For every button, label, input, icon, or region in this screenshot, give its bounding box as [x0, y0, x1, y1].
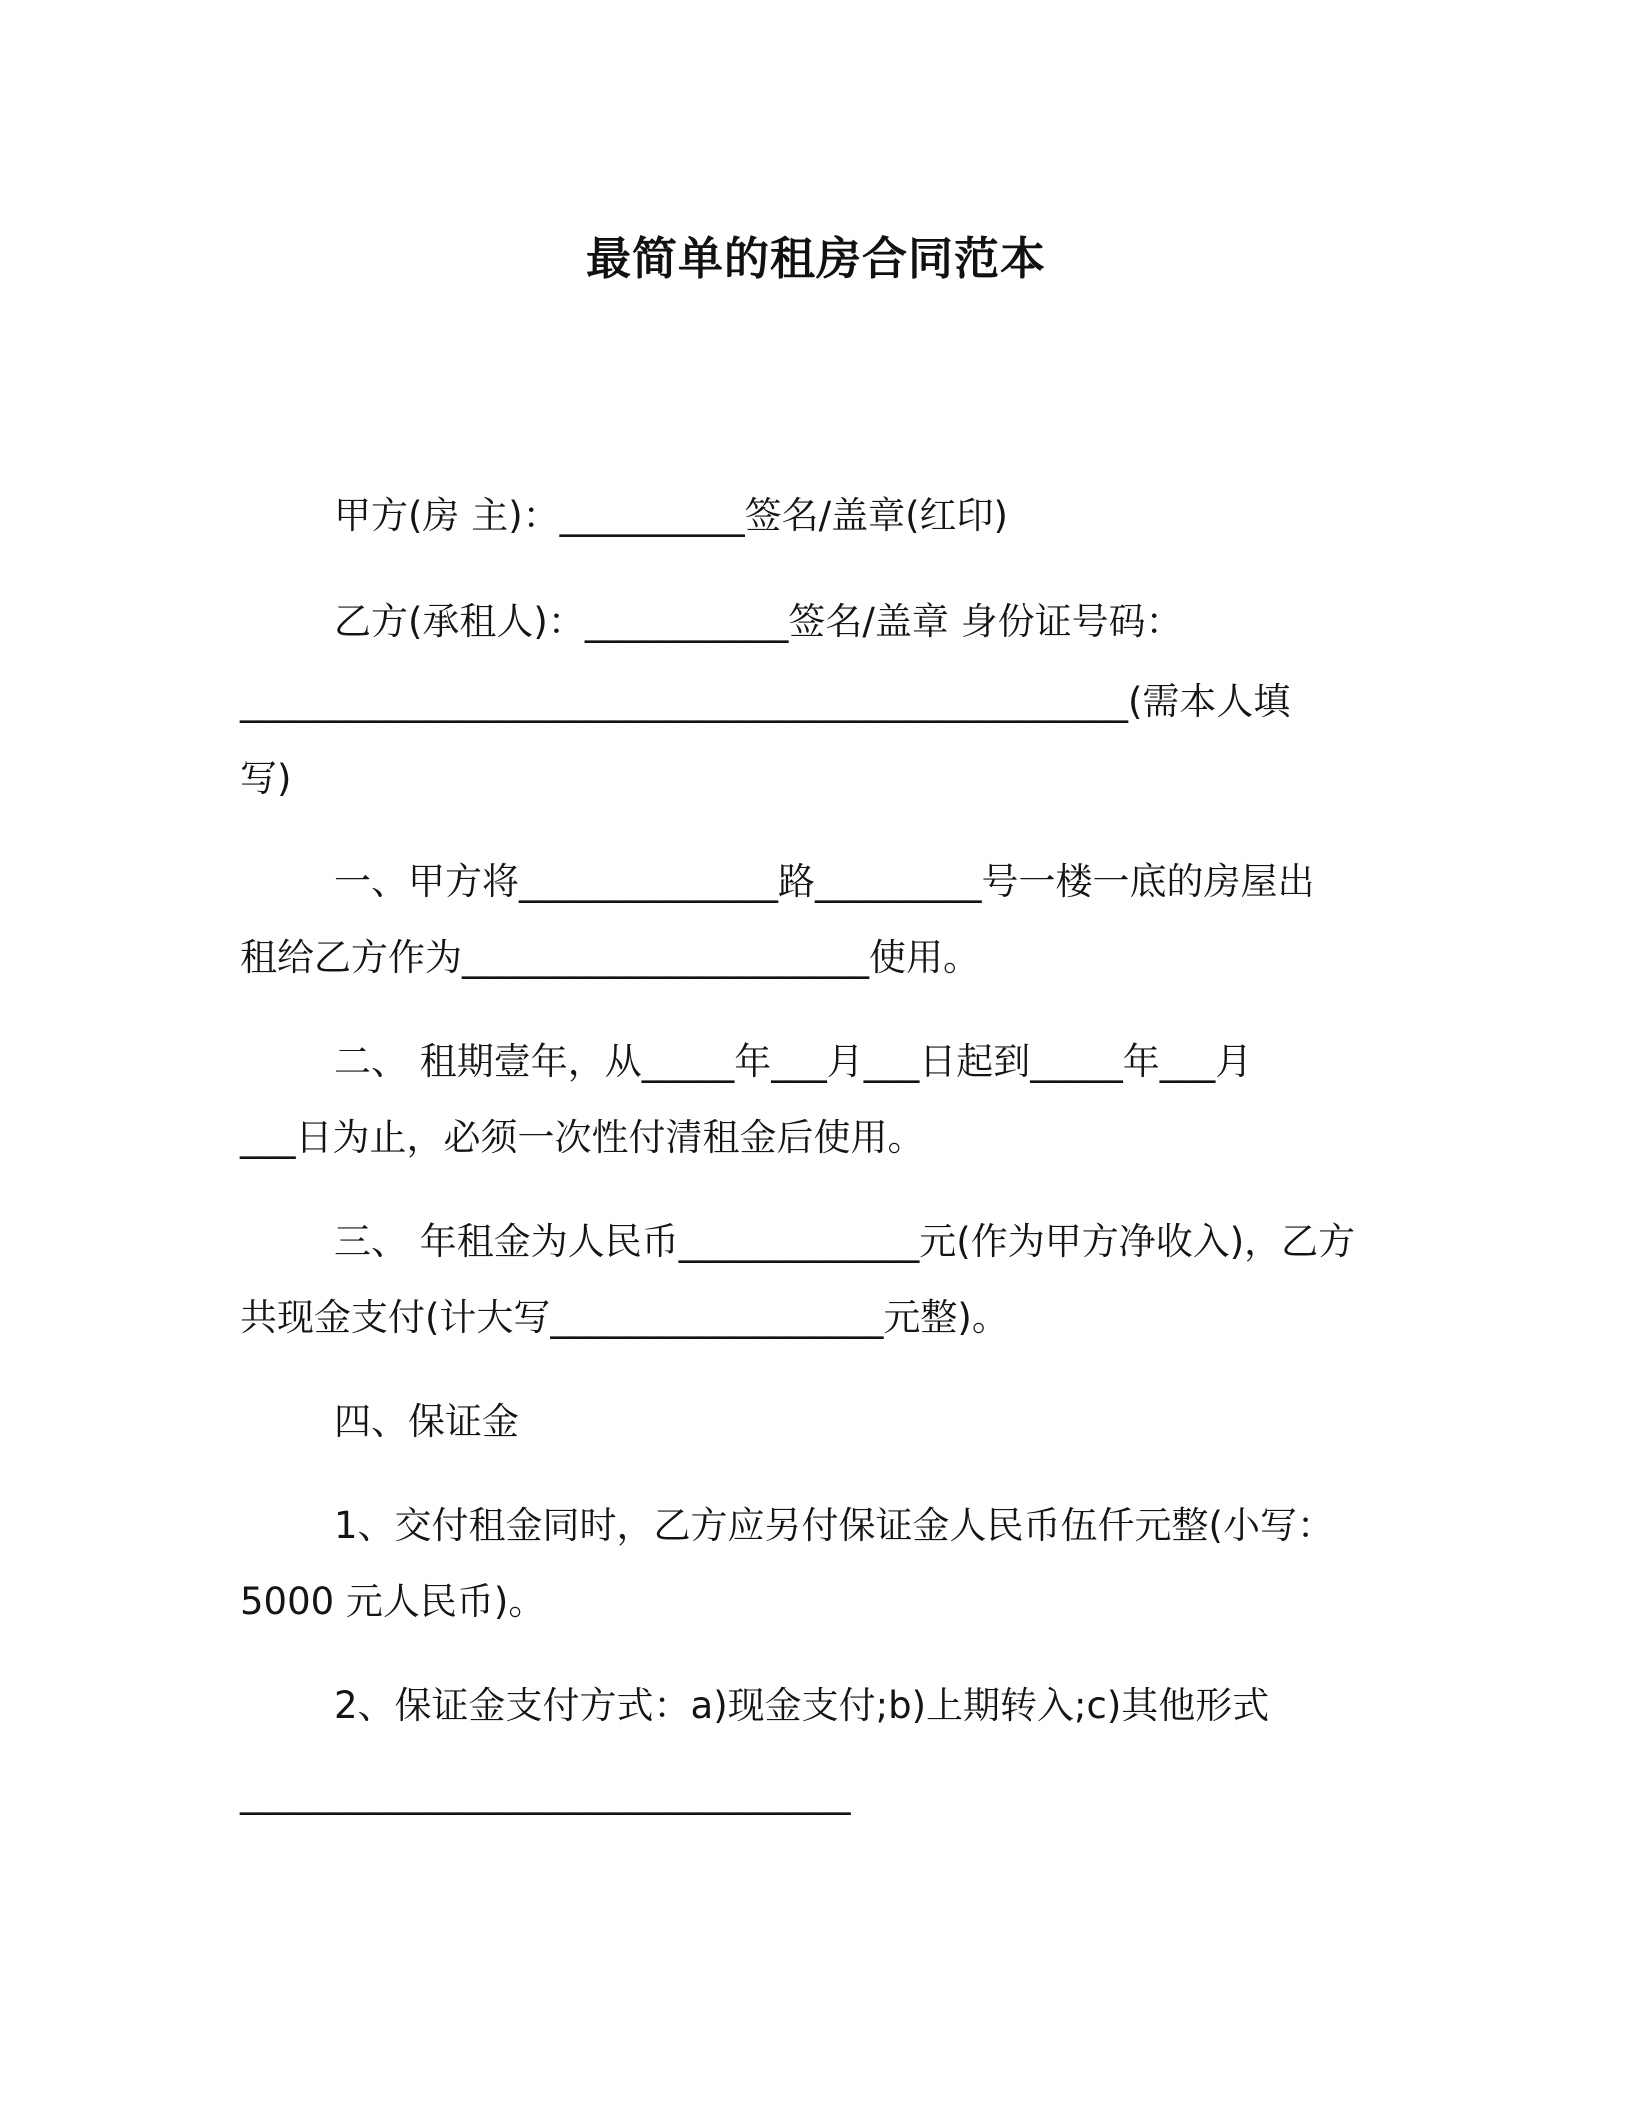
clause-2-line-1: 二、 租期壹年，从_____年___月___日起到_____年___月 — [334, 1040, 1253, 1083]
clause-3-line-2: 共现金支付(计大写__________________元整)。 — [240, 1296, 1009, 1339]
clause-4-heading: 四、保证金 — [334, 1400, 519, 1443]
document-title: 最简单的租房合同范本 — [585, 232, 1046, 285]
clause-1-line-2: 租给乙方作为______________________使用。 — [240, 936, 980, 979]
id-number-line-end: 写) — [240, 757, 292, 800]
deposit-item-2-blank: _________________________________ — [240, 1772, 851, 1815]
id-number-line: ________________________________________________(需本人填 — [240, 680, 1291, 723]
clause-3-line-1: 三、 年租金为人民币_____________元(作为甲方净收入)，乙方 — [334, 1220, 1356, 1263]
clause-2-line-2: ___日为止，必须一次性付清租金后使用。 — [240, 1116, 925, 1159]
party-b-line: 乙方(承租人)：___________签名/盖章 身份证号码： — [334, 600, 1183, 643]
deposit-item-1-line-1: 1、交付租金同时，乙方应另付保证金人民币伍仟元整(小写： — [334, 1504, 1334, 1547]
clause-1-line-1: 一、甲方将______________路_________号一楼一底的房屋出 — [334, 860, 1315, 903]
deposit-item-1-line-2: 5000 元人民币)。 — [240, 1580, 546, 1623]
deposit-item-2-line-1: 2、保证金支付方式：a)现金支付;b)上期转入;c)其他形式 — [334, 1684, 1270, 1727]
party-a-line: 甲方(房 主)：__________签名/盖章(红印) — [334, 494, 1008, 537]
